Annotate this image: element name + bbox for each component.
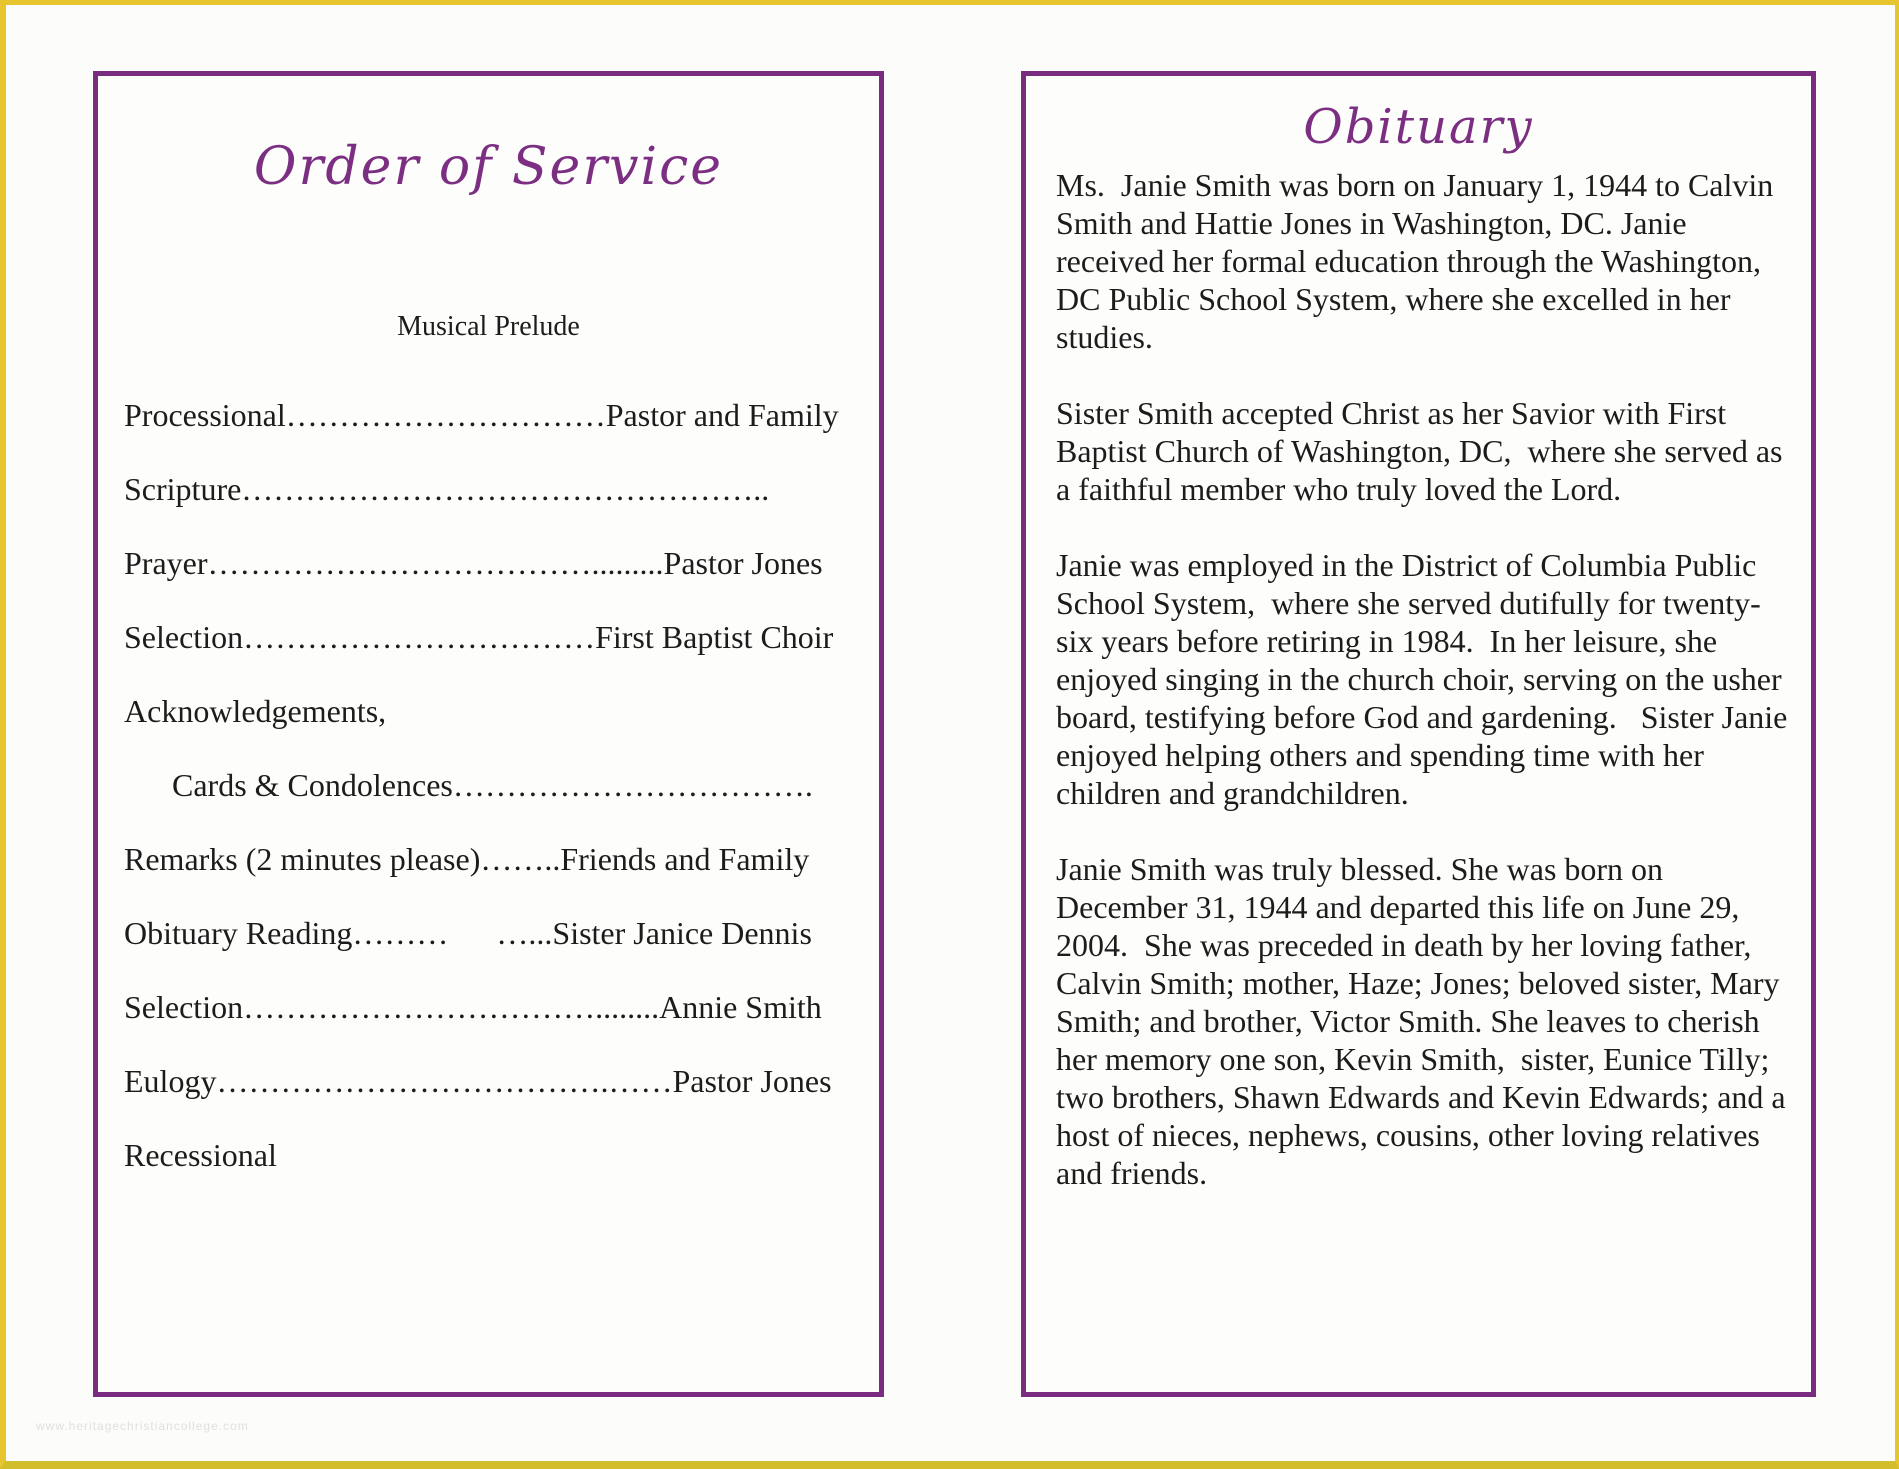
- obituary-paragraph-birth-education: Ms. Janie Smith was born on January 1, 1944 to Calvin Smith and Hattie Jones in Washington, DC. Janie received her formal education through the Washington, DC Public School System, where she excelled in her studies.: [1056, 167, 1782, 355]
- program-line-obituary-reading: Obituary Reading……… …...Sister Janice Dennis: [124, 915, 812, 951]
- program-line-cards-condolences: Cards & Condolences…………………………….: [124, 767, 813, 803]
- order-of-service-panel: [93, 71, 884, 1397]
- obituary-paragraph-family: Janie Smith was truly blessed. She was born on December 31, 1944 and departed this life on June 29, 2004. She was preceded in death by her loving father, Calvin Smith; mother, Haze; Jones; beloved sister, Mary Smith; and brother, Victor Smith. She leaves to cherish her memory one son, Kevin Smith, sister, Eunice Tilly; two brothers, Shawn Edwards and Kevin Edwards; and a host of nieces, nephews, cousins, other loving relatives and friends.: [1056, 851, 1794, 1191]
- program-line-scripture: Scripture…………………………………………..: [124, 471, 770, 507]
- program-list: [98, 378, 879, 1192]
- program-line-recessional: Recessional: [124, 1137, 277, 1173]
- obituary-paragraph-career-leisure: Janie was employed in the District of Columbia Public School System, where she served dutifully for twenty-six years before retiring in 1984. In her leisure, she enjoyed singing in the church choir, serving on the usher board, testifying before God and gardening. Sister Janie enjoyed helping others and spending time with her children and grandchildren.: [1056, 547, 1796, 811]
- obituary-text: [1026, 166, 1811, 1192]
- program-line-prayer: Prayer……………………………….........Pastor Jones: [124, 545, 823, 581]
- program-line-selection-1: Selection……………………………First Baptist Choir: [124, 619, 834, 655]
- watermark: www.heritagechristiancollege.com: [36, 1419, 249, 1433]
- program-line-selection-2: Selection……………………………........Annie Smith: [124, 989, 822, 1025]
- program-line-processional: Processional…………………………Pastor and Family: [124, 397, 839, 433]
- program-line-remarks: Remarks (2 minutes please)……..Friends and Family: [124, 841, 810, 877]
- program-line-acknowledgements: Acknowledgements,: [124, 693, 387, 729]
- order-of-service-title: Order of Service: [253, 137, 724, 197]
- obituary-panel: [1021, 71, 1816, 1397]
- musical-prelude-heading: Musical Prelude: [397, 311, 580, 342]
- obituary-paragraph-faith: Sister Smith accepted Christ as her Savior with First Baptist Church of Washington, DC, where she served as a faithful member who truly loved the Lord.: [1056, 395, 1791, 507]
- program-line-eulogy: Eulogy……………………………….……Pastor Jones: [124, 1063, 832, 1099]
- obituary-title: Obituary: [1303, 99, 1534, 155]
